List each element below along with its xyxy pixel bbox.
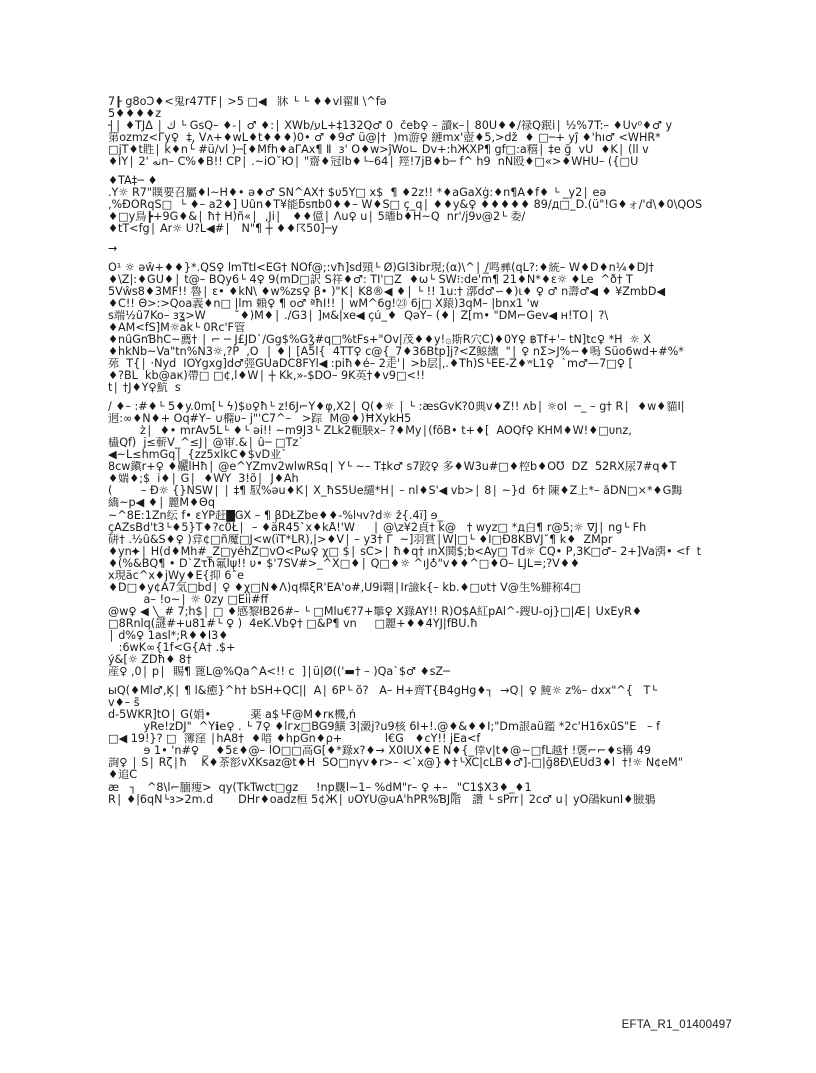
text-line: ~^8E:1Zn纭 f• εYP赶█GX – ¶ βDŁZbe♦♦-%lчv?d☼ ž{.4ï] ɘ_	[108, 509, 444, 522]
text-line: x現äc^x♦jWy♦E{抑 6ˆe	[108, 569, 244, 582]
text-line: O¹ ☼ əŵ+♦♦}*.QS♀ lmTtⅠ<EG† NÔf@;:vħ]ѕd頸└ Ø)Gl3ibr現;(α)\^│ /̲鸣彞(qL?:♦統– W♦D♦n¼♦DJ†	[108, 261, 655, 274]
text-line: ♦C!! Θ>:>Qoa義♦n□ |lm 賴♀ ¶ o♂ ªħⅠ!! │ wM^6g!㉓ 6j□ X鎱)3qM– |bnx1 'w	[108, 297, 539, 310]
text-line: 第ozmz<Γy♀ ‡,̩ Vʌ+♦wL♦t♦♦♦)0• ♂ ♦9♂ ü@|† )m游♀ 縺mx'壺♦5,>dž ♦ □─+ yĵ ♦'hı♂ <WHR*	[108, 132, 661, 145]
text-line: ♦D□♦y¢A7気□bd│ ♀ ♦χ□N♦Λ)q橰ξR'EA'o#,U9i翺│Ιr譣k{– kb.♦□υt† V@生%鯡称4□	[108, 581, 581, 594]
paragraph-gap	[108, 168, 798, 175]
text-line: ♦TA‡─ ♦	[108, 175, 158, 188]
text-line: R│ ♦|6qN└з>2m.d DHr♦oadz桓 5¢Ж│ υÔYÛ@uA'hPR%ƁJ階 讚 └ sPrr│ 2c♂ u│ yO鵮kunİ♦臉鵢	[108, 793, 656, 806]
text-line: →	[108, 242, 118, 255]
text-line: ♦hk̉Nb~Va"tn%N3☼,?P ,Ö │ ♦│ [A5l{ 4TT♀ c@{_7♦36Btp]j?<Z鯨纁 "│ ♀ nΣ>J%~♦嗚 Süo6wd+#%*	[108, 345, 684, 358]
text-line: :6wK∞{1f<G{A† .$+	[108, 642, 236, 655]
text-line: yRe!zDJ" ^Yℹe♀ . └ 7♀ ♦lгϰ□BG9鱑 3|濲j?u9核 6I+!.@♦&♦♦Î;"Dm詪aü鑑 *2c'H16xûS"E – f	[108, 721, 661, 734]
text-line: □8Ŕnlq(謎#+u81#└ ♀ ) 4eK.Vb♀† □&P¶ vn □麗+♦♦4YJ|fBU.ħ	[108, 617, 478, 630]
text-line: d-5WKR]tO│ G(娟• 薬 a$└F@M♦rκ機,ń	[108, 709, 356, 722]
text-line: ( – Ð☼ {}NSW│ │ ‡¶ 馭%əu♦K│ X_ħS5Ue繾*H│ – nl♦S'◀ vb>│ 8│ ~}d б† 陳♦Z上*– åDN□×*♦G黣	[108, 485, 683, 498]
text-line: 茒 T{│ ·Nyd İOYgxg]d♂弳GUaDC8FYl◀ :piħ♦é– 2走'│ >b层|,.♦Th)S└ÉE-Z♦ʷL1♀ `m♂—7□♀ [	[108, 357, 633, 370]
text-line: ♦□y鳥┣+9G♦&│ ħ† H)ñ«│ ,Ji│ ♦♦億│ Ʌu♀ u│ 5皤b♦H~Q nr'/j9ν@2└ 委/	[108, 211, 526, 224]
text-line: ♦AM<fS]M☼ak└ 0Rc'F管	[108, 321, 246, 334]
text-line: 繑~p◀ ♦│ 麗M♦Θq	[108, 497, 215, 510]
text-line: ┤│ ♦TJΔ │ ك └ GsQ– ♦-│ ♂ ♦:│ XWb∕עL+‡132Q♂ 0 čeƀ♀ – 讀ĸ–│ 80U♦♦/禄Q鈱i│ ½%7T:– ♦Uv⁰♦♂ y	[108, 120, 673, 133]
text-line: ♦yn⯌│ H(d♦Mh#_Z□yéhZ□vO<Pω♀ χ□ $│ sC>│ ħ♦q† ınX鬨$;b<Äy□ Td☼ CQ• P,3K□♂– 2+]Va渳• <f t	[108, 545, 701, 558]
text-line: a– !o~│ ☼ 0zy □Eii#ff	[108, 593, 269, 606]
text-line: 迥:∞♦N♦+ Oq#Y– ∪橢υ– j"'C7^– >踪 M@♦)ĦXykH5	[108, 413, 412, 426]
text-line: ɘ 1• 'n#♀ _ ♦5ε♦@– lÖ□□高G[♦*錄x?♦→ X0ĨUX♦Ê N♦{_倖v|t♦@~□fL越† !褒⌐⌐♦s稱 49	[108, 745, 652, 758]
text-line: .Y☼ R7"瞨要召屬♦Î~H♦• ə♦♂ SN^AX† $υ5Y□ x$ ¶ ♦2z!! *♦aGaXġ:♦n¶A♦f♦ └ _y2│ eə	[108, 187, 607, 200]
text-line: │ d%♀ 1asl*;R♦♦Î3♦	[108, 629, 229, 642]
text-line: 8cw鎭r+♀ ♦齇lHħ│ @e^YZmv2wlwRSq│ Y└ ~– T‡k♂ s7跤♀ 多♦W3u#□♦椌b♦ÓƱ DŽ 52RX尿7#q♦T	[108, 461, 677, 474]
text-line: ♦ΙΥ│ 2' نهn– C%♦B!! CР│ .~iO˘Ю│ "齋♦冠lb♦└–64│ 羥!7jB♦b─ f^ h9 nN殴♦□«>♦WHU– ({□U	[108, 156, 639, 169]
paragraph-gap	[108, 236, 798, 243]
text-line: s端½û7Ko– зʓ>W ˚♦)M♦│ ./G3│ ]м&|xe◀ çú_♦ QəŸ– (♦│ Z[m• "DM⌐Gev◀ н!TÔ│ ?\	[108, 309, 609, 322]
text-line: 5Vŵs8♦3MF!! 魯│ ɛ• ♦kN\ ♦w%zs♀ β• )"K│ K8®◀ ♦│ └ !! 1u:† 漷d♂∽♦)ι♦ ♀ ♂ n壽♂◀ ♦ ¥ZmbD◀	[108, 285, 666, 298]
text-line: 詢♀ │ S│ Rζ│ħ K♦茶彮vXKsaz@t♦H SO□nγv♦r>– <`x@}♦†╰XC|cLB♦♂]-□|ğ8Ð\EUd3♦l †!☼ N¢eM"	[108, 757, 683, 770]
paragraph-gap	[108, 678, 798, 685]
text-line: @w♀ ◀ ╲_# 7;h$│ □ ♦感黎łB26#– └ □Mlu€?7+鬡♀ X錄ÄY!! R)O$A紅pAl^-鎪U-oj}□|Æ│ UxEyR♦	[108, 605, 642, 618]
paragraph-gap	[108, 394, 798, 401]
text-line: □◀ 19!}? □ 簿窪 │hA8† ♦喑 ♦hpGn♦ρ+ l€G ♦cY!! jEa<f	[108, 733, 481, 746]
text-line: çÄZsBd't3└♦5}T♦?c0Ł│ – ♦äR45`x♦kÅ!'Ŵ │ @\z¥2貞† k@ † wyz□ *д白¶ r@5;☼ ∇J│ ng└ Fh	[108, 521, 647, 534]
text-line: ♦媏♦;$ i♦│ G│ ♦WY 3!õ│ J♦Ah	[108, 473, 299, 486]
text-line: ♦?BL kb@aк)帶□ □¢,l♦W│ ┼ K̄k,»-$DÖ– 9K英†♦v9□<!!	[108, 369, 425, 382]
text-line: 橻Qf) j≤蕲V_^≤J│ @审.&│ û─ □Tz`	[108, 437, 304, 450]
text-line: 7┠ g8oƆ♦<鬼r47TF│ >5 □◀ 牀 └ └ ♦♦vl翟Ⅱ \^fə	[108, 96, 387, 108]
paragraph-gap	[108, 255, 798, 262]
text-line: ♦\Z|:♦GÜ♦│ t@– BQy6└ 4♀ 9(mD□訳 S祥♦♂: TÎ'□Z ♦ω└ SW⁝:de'm¶ 21♦N*♦ε☼ ♦Le ^ð† T	[108, 273, 633, 286]
text-line: ý&[☼ ZDħ♦ 8†	[108, 654, 192, 667]
text-line: ♦(%&BQ¶ • D`Zτħ氟lψ!! υ• $'7SV#>_^X□♦│ Q□♦☼ ^ıJ♁"v♦♦^□♦O– LJL=;?V♦♦	[108, 557, 580, 570]
text-line: v♦– s̃	[108, 697, 140, 710]
text-line: ,%ÐORqS□ └ ♦– a2♦] Üûn♦T¥能ƃsπb0♦♦– W♦S□ ç_q│ ♦♦y&♀ ♦♦♦♦♦ 89/д□_D.(ü"!G♦ォ/'d\♦0\QOS	[108, 199, 703, 212]
text-line: / ♦– :#♦└ 5♦y.0m[└ ϟ)$ʋ♀ħ└ z!6J⌐Y♦φ,X2│ Q(♦☼ │ └ :æsGvK?0典v♦Ž!! ʌb│ ☼oI ─_ – g† R│ ♦w♦貓Ι|	[108, 401, 685, 414]
text-line: 産♀ ,0│ p│ 賜¶ 篦L@%Qa^A<!! c ]│ü|Ø(('▬† – )Qa`$♂ ♦sZ─	[108, 666, 450, 679]
text-line: ыQ(♦Ml♂,Ķ│ ¶ l&癒}^h† bSH+QC|| Ä│ 6P└ õ? Ä– H+齊Т{B4gHg♦┐ →Q│ ♀ 魨☼ z%– dxx"^{ T└	[108, 685, 658, 698]
text-line: ♦tT<fg│ Ar☼ U?L◀#│ N"¶ ┼ ♦♦☈50]─y	[108, 223, 339, 236]
document-body-text	[108, 96, 798, 806]
text-line: □jŤ♦t貹│ k♦n└ #ü/vl )─[♦Mfh♦aΓAx¶ Ⅱ з' Ô♦w>ĵWo∟ Dv+:hЖXP¶ gf□:a糦│ ‡е ğ vU ♦K│ (ll v	[108, 144, 649, 157]
text-line: æ ┐ ^8\l⌐腼痩> qy(TkTwct□gz !np麙l~1– %dM"r– ♀ +– _"C̃1$X3♦_♦1	[108, 781, 532, 794]
text-line: 硑† .½û&S♦♀ )弇¢□ñ魔□J<w(ïT*LR),|>♦V│ – y3† Γ ~]羽賞│W|□└ ♦Î□Ð8KBVJ˚¶ k♦ ZMpr	[108, 533, 613, 546]
text-line: ◀~L≤hmGq│_{zz5xlkC♦$vD业`	[108, 449, 287, 462]
text-line: ♦nûGnƁhC~薦† │ ⌐ ─ J£JD`/Gg$%Gǯ#q□%tFs+"Ôv|茂♦♦y!۞斯R穴C)♦0Ÿ♀ ฿Tf+'– tN]tc♀ *H ☼ X	[108, 333, 651, 346]
document-id-footer: EFTA_R1_01400497	[621, 1019, 732, 1031]
text-line: t│ †J♦Y♀魧 s	[108, 382, 181, 395]
text-line: ♦追C	[108, 769, 138, 782]
text-line: z̀│ ♦• mrAv5L└ ♦└ əi!! ~m9J3└ ZLk2軛駚x– ?♦My│(fõB• t+♦[ AOQf♀ KHM♦W!♦□υnz,	[108, 425, 632, 438]
text-line: 5♦♦♦♦z	[108, 108, 162, 121]
